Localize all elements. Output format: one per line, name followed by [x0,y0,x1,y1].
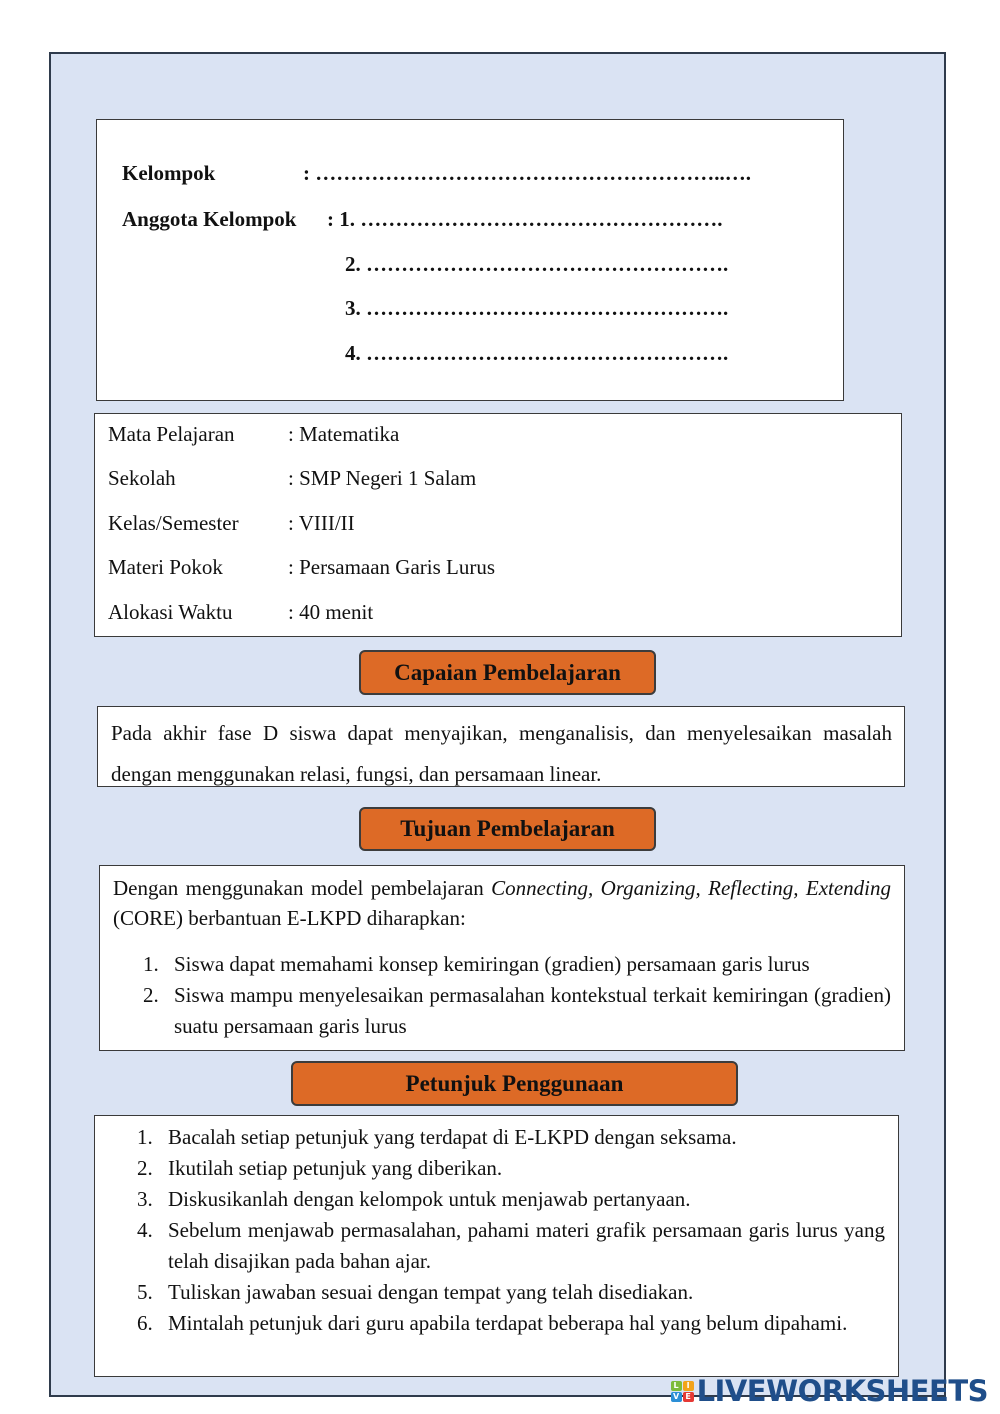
list-number: 2. [137,1156,153,1180]
list-text: Mintalah petunjuk dari guru apabila terdapat beberapa hal yang belum dipahami. [168,1311,848,1335]
liveworksheets-watermark[interactable] [671,1374,988,1408]
logo-letter: I [683,1381,694,1391]
lesson-info-box [94,413,902,637]
logo-letter: L [671,1381,682,1391]
member-field-4[interactable]: 4. ……………………………………………. [345,341,729,365]
list-number: 2. [143,983,159,1007]
list-item [137,1277,885,1308]
list-text: Sebelum menjawab permasalahan, pahami materi grafik persamaan garis lurus yang telah disajikan pada bahan ajar. [168,1218,885,1273]
list-number: 5. [137,1280,153,1304]
list-text: Siswa mampu menyelesaikan permasalahan kontekstual terkait kemiringan (gradien) suatu persamaan garis lurus [174,983,891,1038]
list-text: Siswa dapat memahami konsep kemiringan (gradien) persamaan garis lurus [174,952,810,976]
list-item [143,949,891,980]
petunjuk-box [94,1115,899,1377]
list-item [137,1308,885,1339]
group-label: Kelompok [122,161,216,185]
list-number: 1. [143,952,159,976]
petunjuk-list [137,1122,885,1339]
info-label: Alokasi Waktu [108,600,233,624]
group-info-box [96,119,844,401]
list-item [137,1215,885,1277]
capaian-box [97,706,905,787]
tujuan-box [99,865,905,1051]
list-number: 3. [137,1187,153,1211]
list-text: Tuliskan jawaban sesuai dengan tempat yang telah disediakan. [168,1280,694,1304]
tujuan-intro-suffix: (CORE) berbantuan E-LKPD diharapkan: [113,876,902,930]
info-label: Sekolah [108,466,176,490]
list-item [137,1184,885,1215]
info-value: : 40 menit [288,600,374,624]
member-field-1[interactable]: : 1. ……………………………………………. [327,207,723,231]
info-label: Materi Pokok [108,555,223,579]
list-number: 6. [137,1311,153,1335]
info-value: : SMP Negeri 1 Salam [288,466,477,490]
info-value: : Matematika [288,422,400,446]
tujuan-intro [113,873,902,933]
capaian-text: Pada akhir fase D siswa dapat menyajikan, menganalisis, dan menyelesaikan masalah dengan menggunakan relasi, fungsi, dan persamaan linear. [111,721,892,786]
tujuan-intro-model: Connecting, Organizing, Reflecting, Extending [491,876,892,900]
list-number: 4. [137,1218,153,1242]
info-value: : Persamaan Garis Lurus [288,555,496,579]
list-text: Ikutilah setiap petunjuk yang diberikan. [168,1156,503,1180]
info-label: Kelas/Semester [108,511,239,535]
logo-letter: E [683,1392,694,1402]
list-text: Diskusikanlah dengan kelompok untuk menjawab pertanyaan. [168,1187,691,1211]
list-item [143,980,891,1042]
list-item [137,1153,885,1184]
group-name-field[interactable]: : …………………………………………………..…. [303,161,751,185]
info-label: Mata Pelajaran [108,422,235,446]
section-header-tujuan: Tujuan Pembelajaran [359,807,656,851]
list-number: 1. [137,1125,153,1149]
member-field-3[interactable]: 3. ……………………………………………. [345,296,729,320]
list-item [137,1122,885,1153]
section-header-capaian: Capaian Pembelajaran [359,650,656,695]
liveworksheets-logo-icon [671,1381,694,1402]
tujuan-list [143,949,891,1042]
logo-letter: V [671,1392,682,1402]
section-header-petunjuk: Petunjuk Penggunaan [291,1061,738,1106]
info-value: : VIII/II [288,511,355,535]
members-label: Anggota Kelompok [122,207,297,231]
list-text: Bacalah setiap petunjuk yang terdapat di E-LKPD dengan seksama. [168,1125,737,1149]
liveworksheets-text: LIVEWORKSHEETS [696,1374,988,1408]
member-field-2[interactable]: 2. ……………………………………………. [345,252,729,276]
tujuan-intro-prefix: Dengan menggunakan model pembelajaran [113,876,492,900]
